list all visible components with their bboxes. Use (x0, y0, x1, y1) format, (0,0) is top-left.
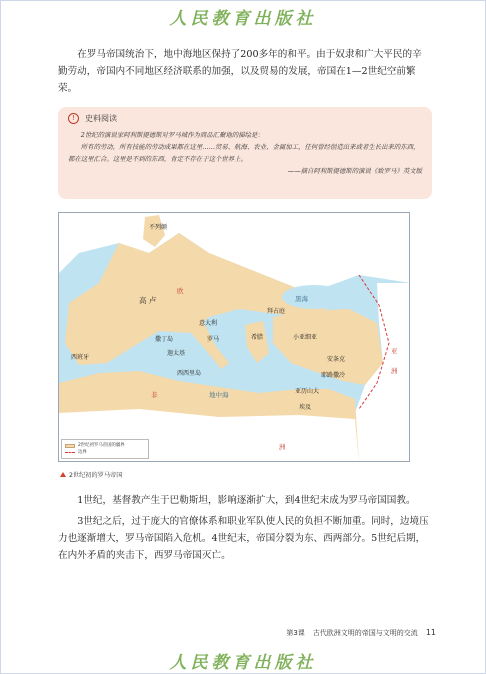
map-label-constantinople: 拜占庭 (267, 308, 286, 315)
body-paragraph-2: 3世纪之后，过于庞大的官僚体系和职业军队使人民的负担不断加重。同时，边境压力也逐渐增大，罗马帝国陷入危机。4世纪末，帝国分裂为东、西两部分。5世纪后期，在内外矛盾的夹击下，西罗马帝国灭亡。 (58, 516, 429, 561)
publisher-logo-top: 人民教育出版社 (169, 9, 317, 29)
map-label-asia-minor: 小亚细亚 (293, 334, 318, 341)
intro-paragraph-text: 在罗马帝国统治下，地中海地区保持了200多年的和平。由于奴隶和广大平民的辛勤劳动，帝国内不同地区经济联系的加强，以及贸易的发展，帝国在1—2世纪空前繁荣。 (58, 49, 422, 94)
map-svg (59, 213, 410, 462)
map-label-asia-continent: 洲 (391, 367, 398, 375)
body-paragraph-1: 1世纪，基督教产生于巴勒斯坦，影响逐渐扩大，到4世纪末成为罗马帝国国教。 (77, 495, 416, 506)
map-label-hispania: 西班牙 (71, 354, 90, 361)
map-label-antioch: 安条克 (327, 356, 346, 363)
legend-label-line: 边界 (78, 450, 87, 455)
intro-paragraph (58, 46, 430, 97)
footer-title: 古代欧洲文明的帝国与文明的交流 (312, 629, 418, 637)
map-label-britain: 不列颠 (149, 224, 168, 231)
source-box-quote: 所有的劳动，所有技能的劳动成果都在这里……贸易、航海、农业、金属加工，任何曾经创造出来或者生长出来的东西，都在这里汇合。这里是不到的东西，肯定不存在于这个世界上。 (68, 143, 420, 163)
caption-triangle-icon (60, 472, 66, 477)
source-box-header (68, 113, 422, 124)
map-caption-text: 2世纪初的罗马帝国 (69, 472, 123, 479)
map-label-mediterranean: 地中海 (209, 391, 229, 399)
map-label-gaul: 高 卢 (139, 296, 157, 305)
source-box-title: 史料阅读 (85, 114, 117, 123)
map-legend (61, 439, 149, 459)
source-reading-box (58, 107, 432, 199)
map-label-sicily: 西西里岛 (177, 370, 202, 377)
map-label-carthage: 迦太基 (167, 350, 186, 357)
map-label-asia: 亚 (391, 347, 398, 355)
map-label-italy: 意大利 (199, 320, 218, 327)
publisher-logo-bottom: 人民教育出版社 (169, 653, 317, 673)
roman-empire-map (58, 212, 410, 462)
body-paragraphs (58, 492, 430, 564)
map-label-africa-continent: 洲 (279, 443, 286, 451)
legend-label-area: 2世纪初罗马帝国的疆界 (78, 443, 125, 448)
footer-lesson: 第3课 (286, 629, 305, 637)
source-box-intro: 2世纪的演说家阿利斯提德斯对罗马城作为商品汇聚地的描绘是： (80, 131, 264, 139)
map-black-sea (282, 285, 346, 309)
exclamation-icon: ! (68, 113, 79, 124)
page-footer (286, 628, 436, 638)
map-label-black-sea: 黑海 (295, 295, 308, 303)
legend-item-line (65, 449, 145, 456)
map-caption (60, 470, 122, 479)
legend-swatch-line (65, 452, 75, 453)
footer-page-number: 11 (425, 628, 436, 637)
map-label-sardinia: 撒丁岛 (155, 336, 174, 343)
map-label-alexandria: 亚历山大 (295, 388, 320, 395)
map-label-greece: 希腊 (251, 334, 264, 341)
source-box-text (68, 129, 422, 177)
map-label-jerusalem: 耶路撒冷 (321, 372, 346, 379)
source-box-citation: ——摘自阿利斯提德斯的演说《致罗马》英文版 (287, 167, 422, 175)
map-label-africa: 非 (151, 391, 158, 399)
legend-swatch-area (65, 444, 75, 448)
map-label-egypt: 埃及 (299, 404, 312, 411)
map-label-europe: 欧 (177, 287, 184, 295)
map-label-rome: 罗马 (207, 336, 220, 343)
legend-item-area (65, 442, 145, 449)
